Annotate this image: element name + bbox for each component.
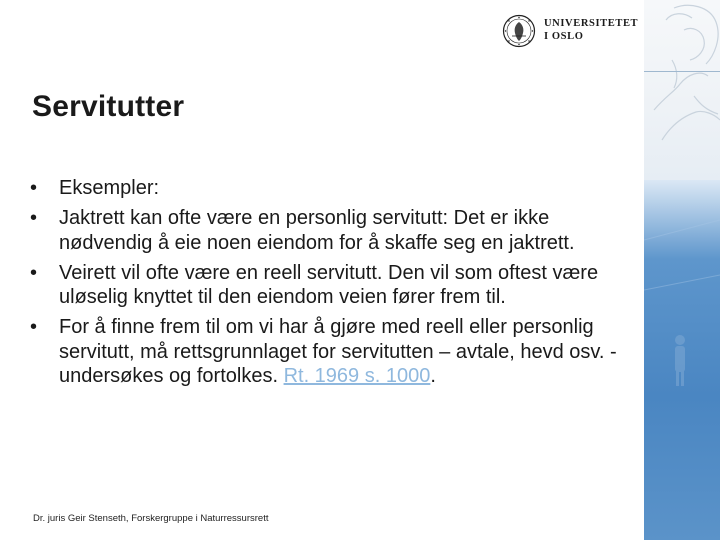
logo-line-2: I OSLO: [544, 31, 584, 42]
list-item-text: For å finne frem til om vi har å gjøre med reell eller personlig servitutt, må rettsgrunnlaget for servitutten – avtale, hevd osv. - undersøkes og fortolkes.: [59, 316, 617, 388]
portrait-sketch-icon: [644, 0, 720, 180]
university-seal-icon: [502, 14, 536, 48]
list-item: [30, 315, 630, 388]
list-item-text: Eksempler:: [59, 177, 160, 199]
bullet-icon: •: [30, 261, 38, 284]
band-portrait-area: [644, 0, 720, 180]
band-divider: [644, 71, 720, 72]
bullet-icon: •: [30, 207, 38, 230]
decorative-side-band: [644, 0, 720, 540]
bullet-list: [30, 176, 630, 394]
case-reference-link[interactable]: Rt. 1969 s. 1000: [283, 365, 431, 388]
list-item-end: .: [430, 365, 436, 388]
list-item: [30, 176, 630, 200]
slide-title: Servitutter: [32, 90, 185, 123]
list-item: [30, 261, 630, 310]
logo-line-1: UNIVERSITETET: [544, 18, 639, 29]
statue-silhouette-icon: [644, 180, 720, 540]
bullet-icon: •: [30, 177, 38, 199]
bullet-icon: •: [30, 316, 38, 339]
logo-text: [544, 17, 638, 43]
list-item: [30, 206, 630, 255]
footer-text: Dr. juris Geir Stenseth, Forskergruppe i Naturressursrett: [33, 513, 269, 524]
list-item-text: Jaktrett kan ofte være en personlig servitutt: Det er ikke nødvendig å eie noen eiendom for å skaffe seg en jaktrett.: [59, 207, 575, 254]
list-item-text: Veirett vil ofte være en reell servitutt. Den vil som oftest være uløselig knyttet til den eiendom veien fører frem til.: [59, 261, 599, 309]
band-blue-panel: [644, 180, 720, 540]
university-logo: [502, 14, 639, 50]
